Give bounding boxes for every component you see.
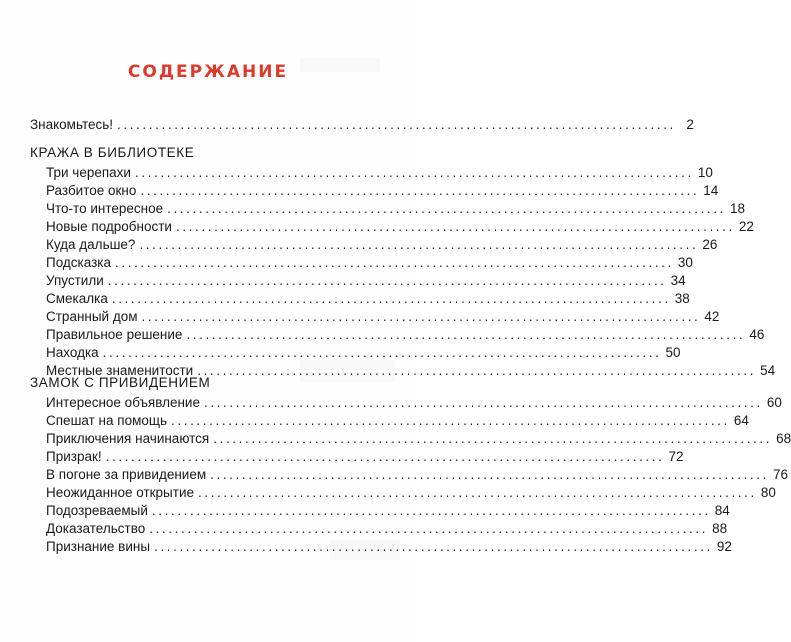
toc-entry-label: Правильное решение [46,327,183,342]
toc-entry-page: 18 [729,201,746,216]
toc-entry[interactable] [46,182,719,200]
toc-entry-page: 60 [766,395,782,410]
leader-dots: ........................................................................................ [151,503,711,518]
toc-entry-page: 50 [665,345,681,360]
toc-entry[interactable] [46,164,713,182]
toc-entry-label: В погоне за привидением [46,467,207,482]
toc-entry[interactable] [46,308,720,326]
leader-dots: ........................................................................................ [117,117,676,132]
toc-entry-page: 2 [686,117,694,132]
leader-dots: ........................................................................................ [198,485,757,500]
toc-entry-page: 26 [702,237,718,252]
leader-dots: ........................................................................................ [107,273,667,288]
leader-dots: ........................................................................................ [149,521,709,536]
page-title: СОДЕРЖАНИЕ [127,62,289,82]
toc-entry[interactable] [46,218,754,236]
toc-entry-label: Что-то интересное [46,201,164,216]
toc-entry-page: 38 [674,291,690,306]
toc-entry-label: Упустили [46,273,104,288]
toc-entry-label: Интересное объявление [46,395,200,410]
toc-entry[interactable] [46,290,690,308]
toc-entry-label: Местные знаменитости [46,363,194,378]
leader-dots: ........................................................................................ [154,539,713,554]
toc-entry-page: 46 [749,327,765,342]
toc-entry[interactable] [46,466,789,484]
toc-entry-label: Куда дальше? [46,237,136,252]
leader-dots: ........................................................................................ [171,413,730,428]
toc-entry-label: Смекалка [46,291,108,306]
toc-entry-page: 22 [738,219,754,234]
leader-dots: ........................................................................................ [111,291,671,306]
toc-entry-label: Признание вины [46,539,151,554]
leader-dots: ........................................................................................ [186,327,746,342]
toc-entry-label: Спешат на помощь [46,413,168,428]
toc-entry-label: Три черепахи [46,165,131,180]
toc-entry-label: Призрак! [46,449,102,464]
leader-dots: ........................................................................................ [134,165,694,180]
toc-entry-label: Приключения начинаются [46,431,210,446]
toc-entry-label: Находка [46,345,99,360]
toc-entry[interactable] [46,200,746,218]
toc-entry[interactable] [46,430,791,448]
leader-dots: ........................................................................................ [141,309,701,324]
leader-dots: ........................................................................................ [140,183,700,198]
toc-entry-label: Подозреваемый [46,503,148,518]
toc-entry-page: 30 [677,255,693,270]
toc-entry[interactable] [46,412,749,430]
leader-dots: ........................................................................................ [115,255,674,270]
toc-entry-page: 80 [760,485,776,500]
leader-dots: ........................................................................................ [175,219,735,234]
toc-entry-label: Новые подробности [46,219,172,234]
toc-entry-page: 42 [704,309,720,324]
toc-entry-page: 84 [714,503,730,518]
leader-dots: ........................................................................................ [105,449,665,464]
toc-entry[interactable] [46,272,686,290]
leader-dots: ........................................................................................ [203,395,763,410]
section-heading[interactable]: ЗАМОК С ПРИВИДЕНИЕМ [30,375,211,390]
toc-entry[interactable] [46,254,693,272]
toc-entry[interactable] [46,502,730,520]
toc-entry-page: 68 [776,431,791,446]
toc-entry[interactable] [46,484,776,502]
leader-dots: ........................................................................................ [210,467,769,482]
toc-entry-page: 88 [712,521,728,536]
toc-entry-page: 92 [716,539,732,554]
toc-entry-page: 72 [668,449,684,464]
toc-entry[interactable] [46,538,732,556]
leader-dots: ........................................................................................ [213,431,773,446]
toc-entry[interactable] [46,326,765,344]
leader-dots: ........................................................................................ [102,345,662,360]
toc-entry-page: 34 [670,273,686,288]
leader-dots: ........................................................................................ [197,363,757,378]
toc-entry-page: 76 [773,467,789,482]
toc-entry[interactable] [46,344,681,362]
toc-entry-page: 14 [703,183,719,198]
toc-entry-intro[interactable] [30,116,694,134]
toc-entry-label: Доказательство [46,521,146,536]
toc-entry-page: 54 [760,363,776,378]
leader-dots: ........................................................................................ [139,237,699,252]
leader-dots: ........................................................................................ [167,201,726,216]
toc-entry[interactable] [46,236,718,254]
toc-entry-label: Подсказка [46,255,112,270]
toc-entry[interactable] [46,448,684,466]
toc-entry[interactable] [46,394,782,412]
toc-entry-label: Знакомьтесь! [30,117,114,132]
toc-entry[interactable] [46,520,728,538]
toc-entry-page: 64 [733,413,749,428]
toc-entry-label: Странный дом [46,309,138,324]
toc-entry-label: Разбитое окно [46,183,137,198]
toc-entry-page: 10 [697,165,713,180]
section-heading[interactable]: КРАЖА В БИБЛИОТЕКЕ [30,145,195,160]
toc-entry-label: Неожиданное открытие [46,485,194,500]
